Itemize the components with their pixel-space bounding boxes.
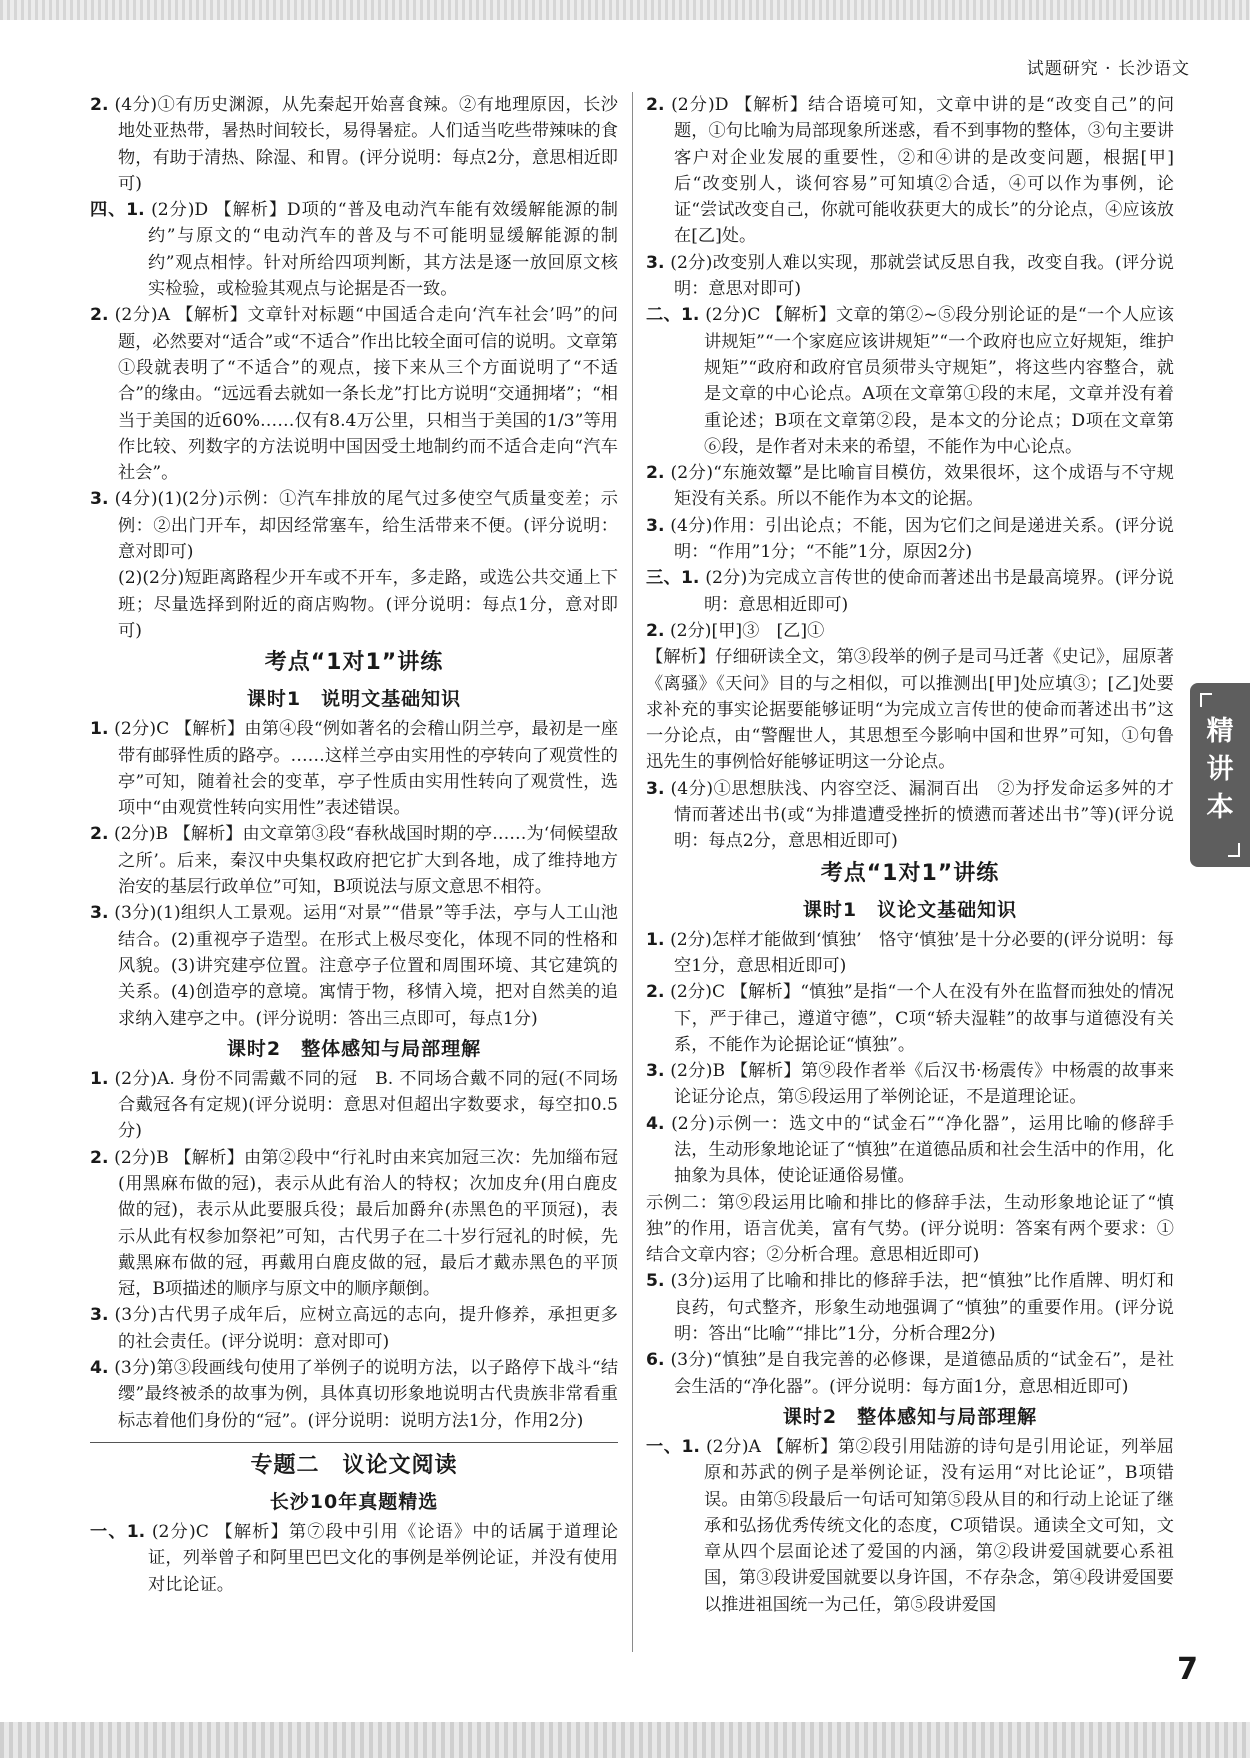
item-number: 3. (646, 778, 665, 799)
answer-item (646, 1347, 1174, 1400)
item-text: (2分)[甲]③ [乙]① (669, 620, 825, 641)
item-number: 2. (646, 982, 665, 1003)
answer-item (90, 92, 618, 197)
item-text: (2分)为完成立言传世的使命而著述出书是最高境界。(评分说明：意思相近即可) (704, 568, 1174, 615)
section-heading: 考点“1对1”讲练 (264, 650, 444, 676)
section-heading: 课时2 整体感知与局部理解 (226, 1037, 482, 1060)
answer-item (646, 1111, 1174, 1190)
answer-item (90, 565, 618, 644)
item-text: (2分)A. 身份不同需戴不同的冠 B. 不同场合戴不同的冠(不同场合戴冠各有定规)(评分说明：意思对但超出字数要求，每空扣0.5分) (114, 1068, 618, 1142)
answer-item (646, 250, 1174, 303)
item-number: 3. (646, 515, 665, 536)
item-number: 1. (90, 719, 109, 740)
answer-item (646, 513, 1174, 566)
item-number: 三、1. (646, 568, 700, 589)
item-number: 3. (90, 1305, 109, 1326)
tab-char: 本 (1206, 792, 1234, 823)
answer-item (646, 92, 1174, 250)
answer-item (646, 460, 1174, 513)
item-number: 3. (646, 1061, 665, 1082)
item-number: 6. (646, 1350, 665, 1371)
answer-item (90, 821, 618, 900)
item-number: 1. (90, 1068, 109, 1089)
item-text: (3分)“慎独”是自我完善的必修课，是道德品质的“试金石”，是社会生活的“净化器”。(评分说明：每方面1分，意思相近即可) (670, 1350, 1175, 1397)
section-heading: 长沙10年真题精选 (269, 1490, 439, 1513)
answer-item (646, 1190, 1174, 1269)
section-heading: 课时1 说明文基础知识 (246, 688, 462, 711)
tab-bracket-bottom (1228, 843, 1240, 857)
item-text: (4分)①有历史渊源，从先秦起开始喜食辣。②有地理原因，长沙地处亚热带，暑热时间较长，易得暑症。人们适当吃些带辣味的食物，有助于清热、除湿、和胃。(评分说明：每点2分，意思相近即可) (114, 95, 618, 194)
answer-item (90, 900, 618, 1031)
scan-top-edge (0, 0, 1250, 20)
section-heading: 专题二 议论文阅读 (250, 1452, 458, 1478)
answer-item (90, 1355, 618, 1434)
item-text: (2分)D 【解析】D项的“普及电动汽车能有效缓解能源的制约”与原文的“电动汽车的普及与不可能明显缓解能源的制约”观点相悖。针对所给四项判断，其方法是逐一放回原文核实检验，或检验其观点与论据是否一致。 (148, 200, 618, 300)
section-heading: 考点“1对1”讲练 (820, 860, 1000, 886)
item-number: 二、1. (646, 305, 700, 326)
page-number: 7 (1177, 1652, 1198, 1687)
answer-page (90, 92, 1190, 1712)
answer-item (646, 776, 1174, 855)
item-text: (3分)第③段画线句使用了举例子的说明方法，以子路停下战斗“结缨”最终被杀的故事为例，具体真切形象地说明古代贵族非常看重标志着他们身份的“冠”。(评分说明：说明方法1分，作用2分) (114, 1358, 619, 1431)
section-heading: 课时2 整体感知与局部理解 (782, 1405, 1038, 1428)
answer-item (646, 1268, 1174, 1347)
answer-item (646, 979, 1174, 1058)
item-number: 1. (646, 929, 665, 950)
answer-item (90, 197, 618, 302)
tab-bracket-top (1200, 693, 1212, 707)
answer-item (90, 486, 618, 565)
item-number: 5. (646, 1271, 665, 1292)
answer-item (90, 302, 618, 486)
item-text: 【解析】仔细研读全文，第③段举的例子是司马迁著《史记》，屈原著《离骚》《天问》目的与之相似，可以推测出[甲]处应填③；[乙]处要求补充的事实论据要能够证明“为完成立言传世的使命而著述出书”这一分论点，由“警醒世人，其思想至今影响中国和世界”可知，①句鲁迅先生的事例恰好能够证明这一分论点。 (646, 647, 1174, 773)
item-number: 四、1. (90, 200, 145, 221)
item-text: (2分)B 【解析】第⑨段作者举《后汉书·杨震传》中杨震的故事来论证分论点，第⑤段运用了举例论证，不是道理论证。 (670, 1061, 1175, 1108)
item-number: 4. (90, 1358, 109, 1379)
item-text: (3分)运用了比喻和排比的修辞手法，把“慎独”比作盾牌、明灯和良药，句式整齐，形象生动地强调了“慎独”的重要作用。(评分说明：答出“比喻”“排比”1分，分析合理2分) (670, 1271, 1174, 1345)
scan-bottom-edge (0, 1722, 1250, 1758)
item-text: (3分)(1)组织人工景观。运用“对景”“借景”等手法，亭与人工山池结合。(2)重视亭子造型。在形式上极尽变化，体现不同的性格和风貌。(3)讲究建亭位置。注意亭子位置和周围环境、其它建筑的关系。(4)创造亭的意境。寓情于物，移情入境，把对自然美的追求纳入建亭之中。(评分说明：答出三点即可，每点1分) (114, 903, 618, 1029)
tab-char: 精 (1206, 716, 1234, 747)
answer-item (646, 565, 1174, 618)
item-text: (2分)A 【解析】第②段引用陆游的诗句是引用论证，列举屈原和苏武的例子是举例论证，没有运用“对比论证”，B项错误。由第⑤段最后一句话可知第⑤段从目的和行动上论证了继承和弘扬优秀传统文化的态度，C项错误。通读全文可知，文章从四个层面论述了爱国的内涵，第②段讲爱国就要心系祖国，第③段讲爱国就要以身许国，不存杂念，第④段讲爱国要以推进祖国统一为己任，第⑤段讲爱国 (704, 1436, 1174, 1615)
item-text: (2分)A 【解析】文章针对标题“中国适合走向‘汽车社会’吗”的问题，必然要对“适合”或“不适合”作出比较全面可信的说明。文章第①段就表明了“不适合”的观点，接下来从三个方面说明了“不适合”的缘由。“远远看去就如一条长龙”打比方说明“交通拥堵”；“相当于美国的近60%……仅有8.4万公里，只相当于美国的1/3”等用作比较、列数字的方法说明中国因受土地制约而不适合走向“汽车社会”。 (114, 305, 618, 484)
answer-item (90, 1145, 618, 1303)
item-text: 示例二：第⑨段运用比喻和排比的修辞手法，生动形象地论证了“慎独”的作用，语言优美，富有气势。(评分说明：答案有两个要求：①结合文章内容；②分析合理。意思相近即可) (646, 1192, 1174, 1266)
item-number: 2. (646, 463, 665, 484)
item-text: (4分)①思想肤浅、内容空泛、漏洞百出 ②为抒发命运多舛的才情而著述出书(或“为排遣遭受挫折的愤懑而著述出书”等)(评分说明：每点2分，意思相近即可) (670, 778, 1174, 852)
item-number: 3. (90, 489, 109, 510)
answer-item (646, 1058, 1174, 1111)
answer-item (646, 618, 1174, 644)
answer-item (90, 1519, 618, 1598)
side-tab (1190, 683, 1250, 867)
answer-item (646, 927, 1174, 980)
left-column (90, 92, 618, 1598)
item-number: 2. (90, 305, 109, 326)
item-text: (2分)B 【解析】由第②段中“行礼时由来宾加冠三次：先加缁布冠(用黑麻布做的冠)，表示从此有治人的特权；次加皮弁(用白鹿皮做的冠)，表示从此要服兵役；最后加爵弁(赤黑色的平顶冠)，表示从此有权参加祭祀”可知，古代男子在二十岁行冠礼的时候，先戴黑麻布做的冠，再戴用白鹿皮做的冠，最后才戴赤黑色的平顶冠，B项描述的顺序与原文中的顺序颠倒。 (114, 1147, 618, 1300)
item-number: 2. (90, 824, 109, 845)
item-number: 2. (646, 95, 665, 115)
answer-item (646, 1434, 1174, 1618)
answer-item (90, 1302, 618, 1355)
item-text: (2分)C 【解析】第⑦段中引用《论语》中的话属于道理论证，列举曾子和阿里巴巴文化的事例是举例论证，并没有使用对比论证。 (148, 1521, 619, 1595)
item-number: 3. (646, 252, 665, 273)
item-number: 3. (90, 903, 109, 924)
item-number: 2. (90, 95, 109, 115)
item-text: (2分)B 【解析】由文章第③段“春秋战国时期的亭……为‘伺候望敌之所’。后来，秦汉中央集权政府把它扩大到各地，成了维持地方治安的基层行政单位”可知，B项说法与原文意思不相符。 (113, 824, 618, 898)
running-header: 试题研究 · 长沙语文 (1026, 59, 1190, 79)
item-text: (2分)怎样才能做到‘慎独’ 恪守‘慎独’是十分必要的(评分说明：每空1分，意思相近即可) (670, 929, 1174, 976)
answer-item (90, 1066, 618, 1145)
answer-item (646, 302, 1174, 460)
item-number: 2. (90, 1147, 109, 1168)
item-text: (4分)作用：引出论点；不能，因为它们之间是递进关系。(评分说明：“作用”1分；“不能”1分，原因2分) (670, 515, 1174, 563)
answer-item (646, 644, 1174, 775)
item-number: 一、1. (90, 1521, 146, 1542)
section-heading: 课时1 议论文基础知识 (802, 898, 1018, 921)
item-text: (2分)示例一：选文中的“试金石”“净化器”，运用比喻的修辞手法，生动形象地论证了“慎独”在道德品质和社会生活中的作用，化抽象为具体，使论证通俗易懂。 (671, 1113, 1175, 1187)
item-text: (2分)C 【解析】由第④段“例如著名的会稽山阴兰亭，最初是一座带有邮驿性质的路亭。……这样兰亭由实用性的亭转向了观赏性的亭”可知，随着社会的变革，亭子性质由实用性转向了观赏性，选项中“由观赏性转向实用性”表述错误。 (114, 719, 619, 819)
item-text: (2分)C 【解析】“慎独”是指“一个人在没有外在监督而独处的情况下，严于律己，遵道守德”，C项“轿夫湿鞋”的故事与道德没有关系，不能作为论据论证“慎独”。 (670, 982, 1174, 1055)
item-number: 4. (646, 1113, 665, 1134)
item-number: 2. (646, 620, 665, 641)
item-text: (2分)改变别人难以实现，那就尝试反思自我，改变自我。(评分说明：意思对即可) (670, 252, 1174, 300)
item-text: (2分)“东施效颦”是比喻盲目模仿，效果很坏，这个成语与不守规矩没有关系。所以不能作为本文的论据。 (670, 463, 1174, 510)
section-rule (90, 1442, 618, 1443)
item-text: (2)(2分)短距离路程少开车或不开车，多走路，或选公共交通上下班；尽量选择到附近的商店购物。(评分说明：每点1分，意对即可) (118, 568, 618, 641)
item-text: (3分)古代男子成年后，应树立高远的志向，提升修养，承担更多的社会责任。(评分说明：意对即可) (114, 1305, 618, 1352)
right-column (646, 92, 1174, 1618)
tab-char: 讲 (1206, 754, 1234, 785)
item-number: 一、1. (646, 1436, 700, 1457)
column-divider (632, 92, 633, 1652)
answer-item (90, 716, 618, 821)
item-text: (4分)(1)(2分)示例：①汽车排放的尾气过多使空气质量变差；示例：②出门开车，却因经常塞车，给生活带来不便。(评分说明：意对即可) (114, 489, 618, 563)
item-text: (2分)D 【解析】结合语境可知，文章中讲的是“改变自己”的问题，①句比喻为局部现象所迷惑，看不到事物的整体，③句主要讲客户对企业发展的重要性，②和④讲的是改变问题，根据[甲]后“改变别人，谈何容易”可知填②合适，④可以作为事例，论证“尝试改变自己，你就可能收获更大的成长”的分论点，④应该放在[乙]处。 (671, 95, 1175, 247)
item-text: (2分)C 【解析】文章的第②~⑤段分别论证的是“一个人应该讲规矩”“一个家庭应该讲规矩”“一个政府也应立好规矩，维护规矩”“政府和政府官员须带头守规矩”，将这些内容整合，就是文章的中心论点。A项在文章第①段的末尾，文章并没有着重论述；B项在文章第②段，是本文的分论点；D项在文章第⑥段，是作者对未来的希望，不能作为中心论点。 (704, 305, 1174, 457)
